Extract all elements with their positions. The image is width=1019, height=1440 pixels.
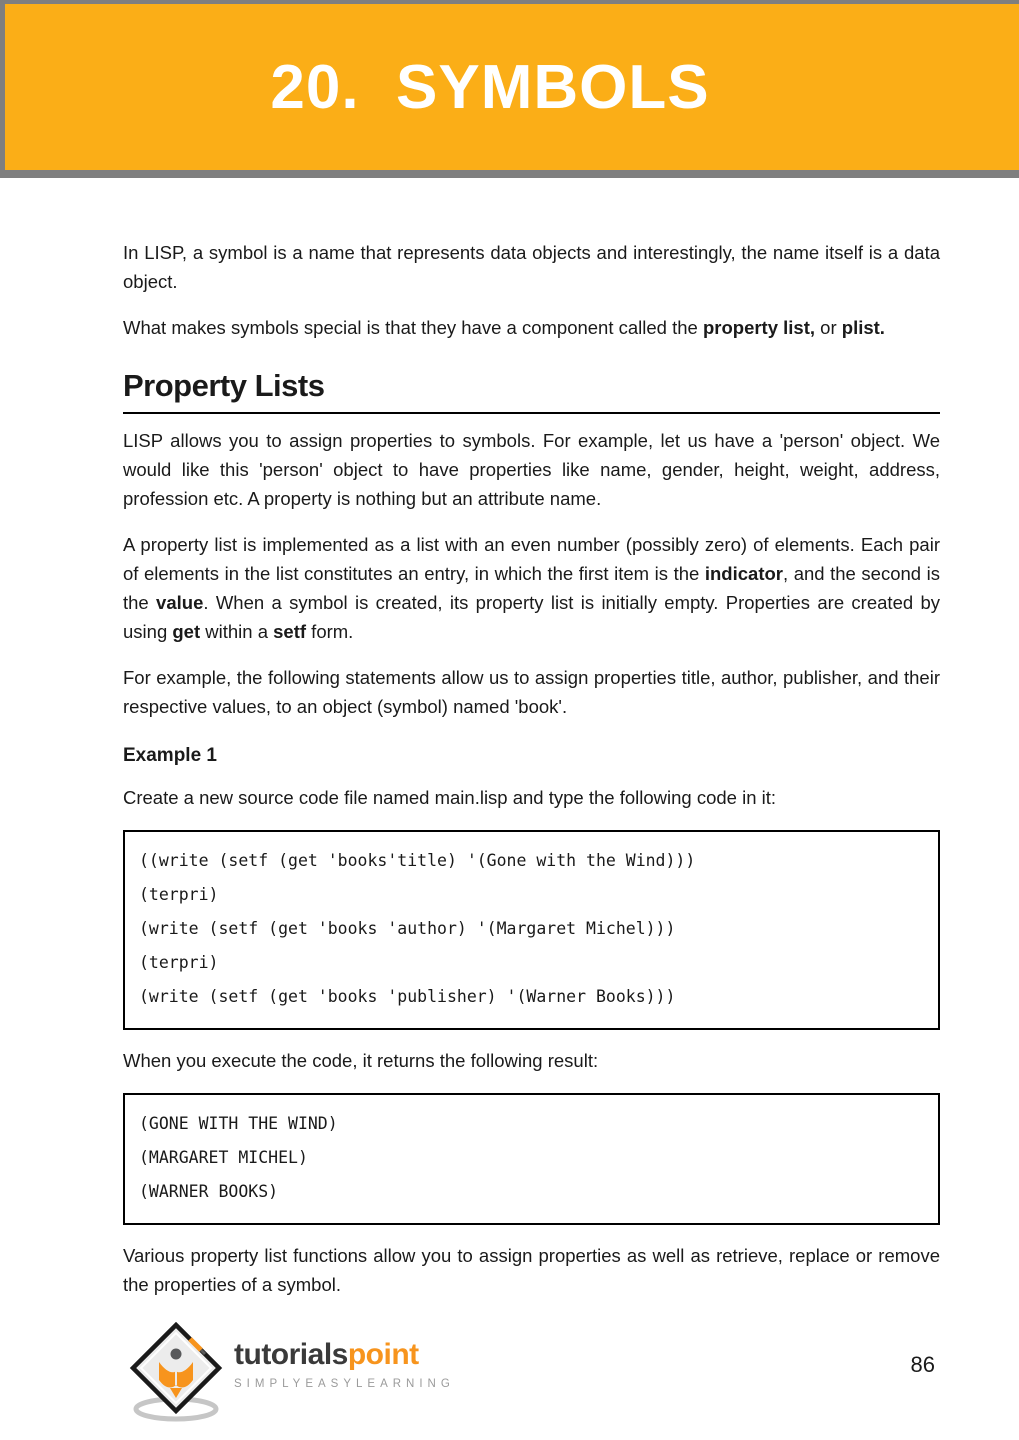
bold-term-indicator: indicator bbox=[704, 563, 783, 584]
paragraph-property-lists-2 bbox=[123, 530, 940, 646]
example-1-label: Example 1 bbox=[123, 745, 217, 766]
bold-term-value: value bbox=[156, 592, 204, 613]
brand-tutorials: tutorials bbox=[234, 1338, 348, 1371]
code-line: ((write (setf (get 'books'title) '(Gone with the Wind))) bbox=[139, 851, 696, 870]
code-line: (write (setf (get 'books 'publisher) '(Warner Books))) bbox=[139, 987, 676, 1006]
output-line: (MARGARET MICHEL) bbox=[139, 1148, 308, 1167]
code-line: (terpri) bbox=[139, 953, 219, 972]
code-line: (terpri) bbox=[139, 885, 219, 904]
text-segment: . When a symbol is created, its property list is initially empty. Properties are created by using bbox=[123, 592, 940, 642]
chapter-banner bbox=[0, 0, 1019, 178]
chapter-title: 20. SYMBOLS bbox=[270, 52, 710, 122]
output-line: (WARNER BOOKS) bbox=[139, 1182, 279, 1201]
brand-name bbox=[234, 1340, 455, 1375]
code-block-main-lisp bbox=[123, 830, 940, 1030]
tutorialspoint-logo-icon bbox=[128, 1322, 228, 1422]
bold-term-get: get bbox=[172, 621, 201, 642]
paragraph-intro-2 bbox=[123, 313, 940, 342]
page-content bbox=[0, 178, 1019, 1299]
text-segment: What makes symbols special is that they have a component called the bbox=[123, 317, 703, 338]
brand-point: point bbox=[347, 1338, 419, 1371]
text-segment: A property list is implemented as a list with an even number (possibly zero) of elements. Each pair of elements in the list constitutes an entry, in which the first item is the bbox=[123, 534, 940, 584]
bold-term-property-list: property list, bbox=[702, 317, 816, 338]
brand-tagline: SIMPLYEASYLEARNING bbox=[234, 1378, 455, 1390]
page-footer bbox=[0, 1322, 1019, 1422]
brand-text bbox=[234, 1340, 455, 1390]
bold-term-setf: setf bbox=[273, 621, 307, 642]
bold-term-plist: plist. bbox=[841, 317, 885, 338]
chapter-title-wrap bbox=[270, 52, 731, 123]
paragraph-property-lists-3: For example, the following statements allow us to assign properties title, author, publisher, and their respective values, to an object (symbol) named 'book'. bbox=[123, 667, 940, 717]
text-segment: form. bbox=[306, 621, 354, 642]
example-1-intro: Create a new source code file named main.lisp and type the following code in it: bbox=[123, 787, 777, 808]
paragraph-property-lists-1: LISP allows you to assign properties to symbols. For example, let us have a 'person' object. We would like this 'person' object to have properties like name, gender, height, weight, address, profession etc. A property is nothing but an attribute name. bbox=[123, 430, 940, 509]
result-intro: When you execute the code, it returns the following result: bbox=[123, 1050, 599, 1071]
text-segment: , and the second is the bbox=[123, 563, 940, 613]
section-heading-property-lists: Property Lists bbox=[123, 368, 940, 414]
output-line: (GONE WITH THE WIND) bbox=[139, 1114, 338, 1133]
paragraph-intro-1: In LISP, a symbol is a name that represents data objects and interestingly, the name itself is a data object. bbox=[123, 242, 940, 292]
output-block-result bbox=[123, 1093, 940, 1225]
page-number: 86 bbox=[910, 1352, 935, 1377]
paragraph-closing: Various property list functions allow you to assign properties as well as retrieve, replace or remove the properties of a symbol. bbox=[123, 1245, 940, 1295]
tutorialspoint-logo bbox=[128, 1322, 455, 1422]
text-segment: or bbox=[815, 317, 842, 338]
text-segment: within a bbox=[200, 621, 274, 642]
code-line: (write (setf (get 'books 'author) '(Margaret Michel))) bbox=[139, 919, 676, 938]
